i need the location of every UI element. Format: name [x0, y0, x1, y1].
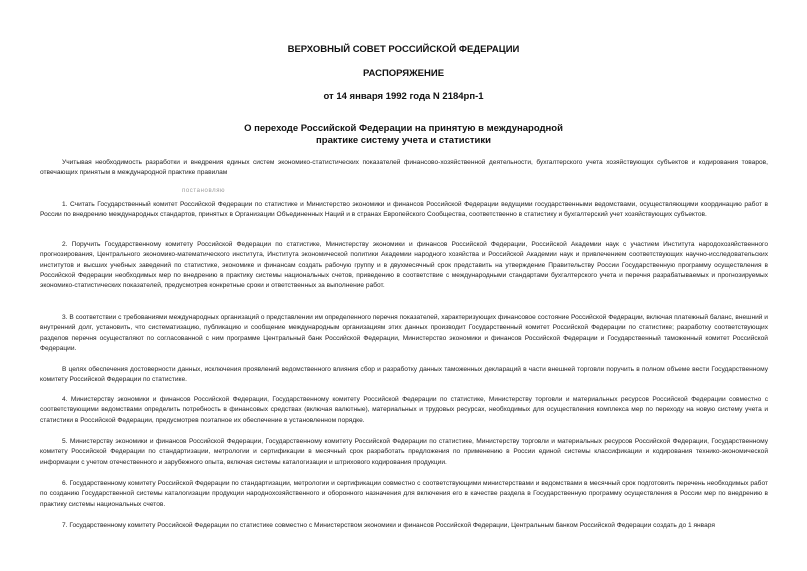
document-title-line-2: практике систему учета и статистики: [316, 135, 491, 146]
paragraph-6: 6. Государственному комитету Российской Федерации по стандартизации, метрологии и сертификации совместно с соответствующими министерствами и ведомствами в месячный срок подготовить перечень необходимых работ по созданию Государственной системы каталогизации продукции народнохозяйственного и оборонного назначения для включения его в качестве раздела в Государственную программу осуществления в России мер по внедрению в практику системы национальных счетов.: [40, 480, 768, 508]
document-type: РАСПОРЯЖЕНИЕ: [362, 68, 445, 79]
paragraph-1: 1. Считать Государственный комитет Российской Федерации по статистике и Министерство экономики и финансов Российской Федерации ведущими государственными ведомствами, осуществляющими координацию работ в России по внедрению международных стандартов, принятых в Организации Объединенных Наций и в странах Европейского Сообщества, соответственно в статистику и бухгалтерский учет хозяйствующих субъектов.: [40, 201, 768, 219]
paragraph-3-continuation: В целях обеспечения достоверности данных, исключения проявлений ведомственного влияния сбор и разработку данных таможенных деклараций в части внешней торговли поручить в полном объеме вести Государственному комитету Российской Федерации по статистике.: [40, 366, 768, 384]
preamble-paragraph: Учитывая необходимость разработки и внедрения единых систем экономико-статистических показателей финансово-хозяйственной деятельности, бухгалтерского учета хозяйствующих субъектов и кодирования товаров, отвечающих принятым в международной практике правилам: [40, 159, 768, 177]
paragraph-5: 5. Министерству экономики и финансов Российской Федерации, Государственному комитету Российской Федерации по статистике, Министерству торговли и материальных ресурсов Российской Федерации, Государственному комитету Российской Федерации по стандартизации, метрологии и сертификации в месячный срок разработать предложения по применению в России единой системы классификации и кодирования технико-экономической информации с учетом отечественного и зарубежного опыта, включая системы каталогизации и штрихового кодирования продукции.: [40, 438, 768, 466]
decree-word: постановляю: [182, 188, 226, 194]
paragraph-3: 3. В соответствии с требованиями международных организаций о представлении им определенного перечня показателей, характеризующих финансовое состояние Российской Федерации, включая платежный баланс, внешний и внутренний долг, установить, что систематизацию, публикацию и сообщение международным организациям этих данных производит Государственный комитет Российской Федерации по статистике; разработку соответствующих разделов перечня осуществляют по согласованной с ним программе Центральный банк Российской Федерации, Министерство экономики и финансов Российской Федерации и Государственный таможенный комитет Российской Федерации.: [40, 314, 768, 352]
issuing-authority: ВЕРХОВНЫЙ СОВЕТ РОССИЙСКОЙ ФЕДЕРАЦИИ: [287, 44, 520, 55]
document-date-number: от 14 января 1992 года N 2184рп-1: [323, 91, 484, 102]
paragraph-4: 4. Министерству экономики и финансов Российской Федерации, Государственному комитету Российской Федерации по статистике, Министерству торговли и материальных ресурсов Российской Федерации совместно с соответствующими ведомствами определить потребность в финансовых средствах (включая валютные), материальных и трудовых ресурсах, необходимых для осуществления комплекса мер по переходу на новую систему учета и статистики в Российской Федерации, предусмотрев поэтапное их обеспечение в установленном порядке.: [40, 396, 768, 424]
document-title-line-1: О переходе Российской Федерации на принятую в международной: [244, 123, 563, 134]
paragraph-2: 2. Поручить Государственному комитету Российской Федерации по статистике, Министерству экономики и финансов Российской Федерации, Российской Академии наук с участием Института народохозяйственного прогнозирования, Центрального экономико-математического института, Института экономической политики Академии народного хозяйства и Российской Академии наук и привлечением соответствующих научно-исследовательских институтов и высших учебных заведений по статистике, экономике и финансам создать рабочую группу и в двухмесячный срок представить на утверждение Правительству России Государственную программу осуществления в Российской Федерации необходимых мер по внедрению в практику системы национальных счетов, приведению в соответствие с международными стандартами бухгалтерского учета и перечня разрабатываемых и прогнозируемых экономико-статистических показателей, предусмотрев конкретные сроки и ответственных за выполнение работ.: [40, 241, 768, 290]
paragraph-7: 7. Государственному комитету Российской Федерации по статистике совместно с Министерством экономики и финансов Российской Федерации, Центральным банком Российской Федерации создать до 1 января: [62, 522, 715, 529]
document-title: [0, 123, 807, 147]
